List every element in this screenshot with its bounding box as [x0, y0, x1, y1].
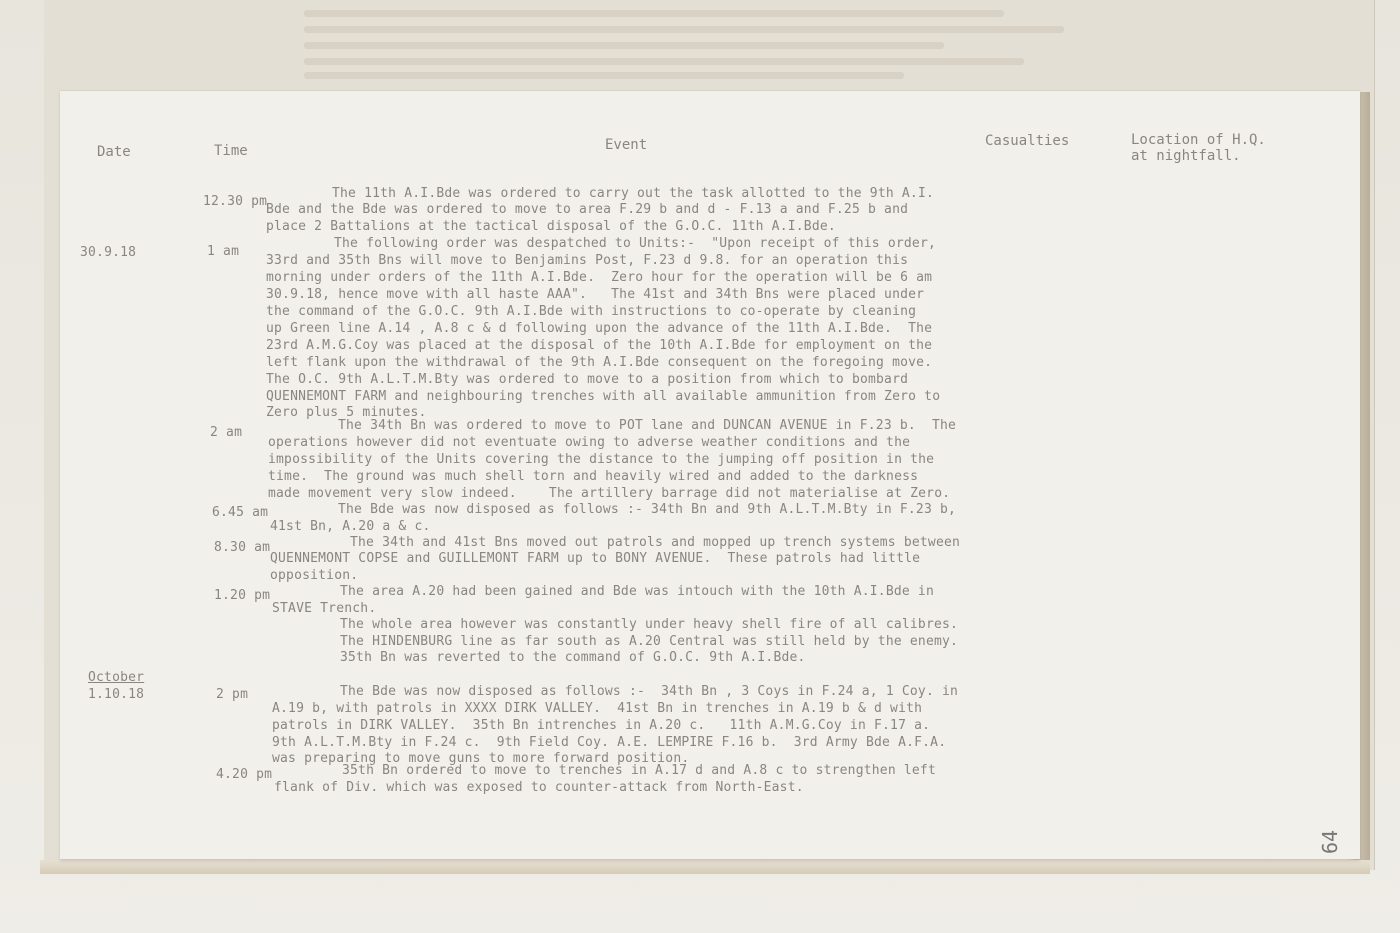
event-line: The Bde was now disposed as follows :- 34th Bn and 9th A.L.T.M.Bty in F.23 b,: [338, 502, 957, 517]
event-line: Zero plus 5 minutes.: [266, 405, 427, 420]
time-entry: 2 am: [210, 425, 243, 440]
folio-number: 64: [1318, 829, 1342, 854]
event-line: time. The ground was much shell torn and heavily wired and added to the darkness: [268, 469, 919, 484]
event-line: The HINDENBURG line as far south as A.20 Central was still held by the enemy.: [340, 634, 959, 649]
event-line: place 2 Battalions at the tactical disposal of the G.O.C. 11th A.I.Bde.: [266, 219, 836, 234]
time-entry: 12.30 pm: [203, 194, 268, 209]
event-line: 23rd A.M.G.Coy was placed at the disposal of the 10th A.I.Bde for employment on the: [266, 338, 933, 353]
event-line: the command of the G.O.C. 9th A.I.Bde with instructions to co-operate by cleaning: [266, 304, 917, 319]
event-line: was preparing to move guns to more forward position.: [272, 751, 690, 766]
event-line: The whole area however was constantly under heavy shell fire of all calibres.: [340, 617, 959, 632]
event-line: The 34th Bn was ordered to move to POT lane and DUNCAN AVENUE in F.23 b. The: [338, 418, 957, 433]
page-bottom-edge: [40, 860, 1370, 874]
event-line: A.19 b, with patrols in XXXX DIRK VALLEY. 41st Bn in trenches in A.19 b & d with: [272, 701, 923, 716]
event-line: The following order was despatched to Units:- "Upon receipt of this order,: [334, 236, 936, 251]
event-line: 9th A.L.T.M.Bty in F.24 c. 9th Field Coy. A.E. LEMPIRE F.16 b. 3rd Army Bde A.F.A.: [272, 735, 947, 750]
event-line: Bde and the Bde was ordered to move to area F.29 b and d - F.13 a and F.25 b and: [266, 202, 909, 217]
time-entry: 1 am: [207, 244, 240, 259]
time-entry: 1.20 pm: [214, 588, 271, 603]
time-entry: 4.20 pm: [216, 767, 273, 782]
event-line: patrols in DIRK VALLEY. 35th Bn intrenches in A.20 c. 11th A.M.G.Coy in F.17 a.: [272, 718, 931, 733]
event-line: The 34th and 41st Bns moved out patrols and mopped up trench systems between: [350, 535, 961, 550]
header-event: Event: [605, 137, 648, 153]
header-location-line2: at nightfall.: [1131, 148, 1241, 164]
time-entry: 8.30 am: [214, 540, 271, 555]
time-entry: 6.45 am: [212, 505, 269, 520]
event-line: made movement very slow indeed. The artillery barrage did not materialise at Zero.: [268, 486, 951, 501]
event-line: The area A.20 had been gained and Bde was intouch with the 10th A.I.Bde in: [340, 584, 934, 599]
event-line: The O.C. 9th A.L.T.M.Bty was ordered to move to a position from which to bombard: [266, 372, 909, 387]
event-line: STAVE Trench.: [272, 601, 377, 616]
event-line: 35th Bn ordered to move to trenches in A.17 d and A.8 c to strengthen left: [342, 763, 936, 778]
header-date: Date: [97, 144, 131, 160]
event-line: morning under orders of the 11th A.I.Bde. Zero hour for the operation will be 6 am: [266, 270, 933, 285]
event-line: The 11th A.I.Bde was ordered to carry out the task allotted to the 9th A.I.: [332, 186, 934, 201]
event-line: The Bde was now disposed as follows :- 34th Bn , 3 Coys in F.24 a, 1 Coy. in: [340, 684, 959, 699]
header-casualties: Casualties: [985, 133, 1070, 149]
header-location-line1: Location of H.Q.: [1131, 132, 1266, 148]
header-time: Time: [214, 143, 248, 159]
event-line: flank of Div. which was exposed to counter-attack from North-East.: [274, 780, 804, 795]
time-entry: 2 pm: [216, 687, 249, 702]
date-30-9-18: 30.9.18: [80, 245, 137, 260]
event-line: 35th Bn was reverted to the command of G.O.C. 9th A.I.Bde.: [340, 650, 806, 665]
date-month-october: October: [88, 670, 145, 685]
date-1-10-18: 1.10.18: [88, 687, 145, 702]
event-line: operations however did not eventuate owing to adverse weather conditions and the: [268, 435, 911, 450]
event-line: opposition.: [270, 568, 359, 583]
event-line: QUENNEMONT FARM and neighbouring trenches with all available ammunition from Zero to: [266, 389, 941, 404]
event-line: impossibility of the Units covering the distance to the jumping off position in the: [268, 452, 935, 467]
event-line: left flank upon the withdrawal of the 9th A.I.Bde consequent on the foregoing move.: [266, 355, 933, 370]
event-line: 33rd and 35th Bns will move to Benjamins Post, F.23 d 9.8. for an operation this: [266, 253, 909, 268]
event-line: 41st Bn, A.20 a & c.: [270, 519, 431, 534]
event-line: up Green line A.14 , A.8 c & d following upon the advance of the 11th A.I.Bde. The: [266, 321, 933, 336]
event-line: QUENNEMONT COPSE and GUILLEMONT FARM up to BONY AVENUE. These patrols had little: [270, 551, 921, 566]
event-line: 30.9.18, hence move with all haste AAA". The 41st and 34th Bns were placed under: [266, 287, 925, 302]
